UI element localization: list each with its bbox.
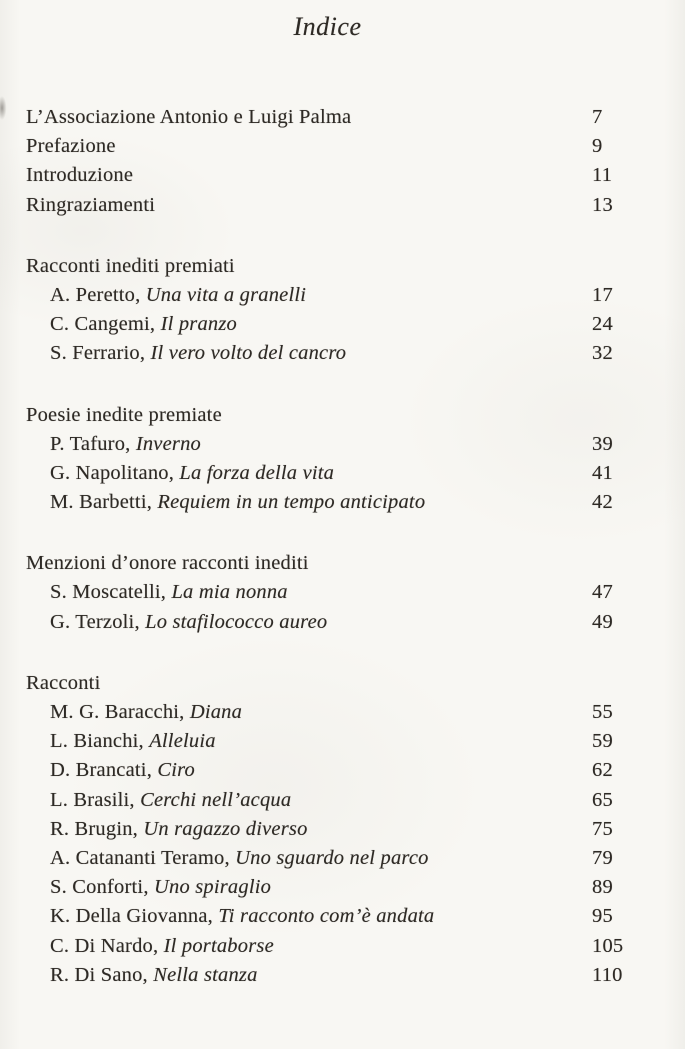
toc-section-heading <box>0 549 685 578</box>
toc-entry-label: Prefazione <box>26 135 116 158</box>
author-name: L. Bianchi, <box>50 730 150 753</box>
toc-entry <box>0 488 685 517</box>
author-name: G. Napolitano, <box>50 461 180 484</box>
author-name: A. Peretto, <box>50 283 146 306</box>
page-number: 79 <box>592 846 613 869</box>
author-name: L. Brasili, <box>50 788 141 811</box>
toc-section-heading-label: Poesie inedite premiate <box>26 403 222 426</box>
work-title: Un ragazzo diverso <box>143 817 308 840</box>
work-title: Alleluia <box>149 730 216 753</box>
toc-section-heading <box>0 252 685 281</box>
page-number: 47 <box>592 581 613 604</box>
author-name: S. Conforti, <box>50 876 154 899</box>
page-number: 75 <box>592 817 613 840</box>
page-number: 39 <box>592 432 613 455</box>
author-name: R. Brugin, <box>50 817 144 840</box>
toc-section <box>0 549 685 637</box>
toc-entry <box>0 103 685 132</box>
page-number: 55 <box>592 701 613 723</box>
toc-section <box>0 669 685 990</box>
work-title: Uno spiraglio <box>153 876 272 899</box>
toc-entry <box>0 756 685 785</box>
author-name: G. Terzoli, <box>50 610 146 633</box>
toc-entry <box>0 815 685 844</box>
page-number: 24 <box>592 313 613 336</box>
toc-entry <box>0 902 685 931</box>
toc-section-heading-label: Menzioni d’onore racconti inediti <box>26 552 309 575</box>
toc-entry-label <box>50 578 288 607</box>
author-name: P. Tafuro, <box>50 432 136 455</box>
page-number: 105 <box>592 934 624 957</box>
toc-entry-label <box>50 281 306 310</box>
author-name: C. Cangemi, <box>50 313 161 336</box>
work-title: Cerchi nell’acqua <box>140 788 292 811</box>
author-name: S. Ferrario, <box>50 342 151 365</box>
toc-entry-label <box>50 902 434 931</box>
author-name: A. Catananti Teramo, <box>50 846 236 869</box>
page-title: Indice <box>293 12 362 41</box>
toc-entry <box>0 873 685 902</box>
page-number: 65 <box>592 788 613 811</box>
work-title: Inverno <box>135 432 201 455</box>
work-title: Una vita a granelli <box>145 283 307 306</box>
page-number: 11 <box>592 164 613 187</box>
toc-entry <box>0 698 685 727</box>
toc-entry <box>0 844 685 873</box>
page-number: 62 <box>592 759 613 782</box>
work-title: Il vero volto del cancro <box>150 342 347 365</box>
toc-entry-label <box>50 873 271 902</box>
page-number: 17 <box>592 283 613 306</box>
toc-entry-label <box>50 459 334 488</box>
page-number: 9 <box>592 135 603 158</box>
toc-entry <box>0 310 685 339</box>
toc-entry <box>0 132 685 161</box>
toc-entry <box>0 281 685 310</box>
toc-entry-label: Introduzione <box>26 164 134 187</box>
toc-entry <box>0 932 685 961</box>
toc-section-heading <box>0 669 685 698</box>
toc-entry <box>0 608 685 637</box>
toc-entry <box>0 578 685 607</box>
table-of-contents <box>0 103 685 990</box>
toc-entry-label <box>50 608 327 637</box>
work-title: Uno sguardo nel parco <box>235 846 429 869</box>
author-name: S. Moscatelli, <box>50 581 172 604</box>
toc-entry-label <box>50 310 237 339</box>
toc-entry-label <box>50 844 429 873</box>
work-title: La mia nonna <box>171 581 288 604</box>
work-title: Il pranzo <box>160 313 237 336</box>
toc-entry <box>0 961 685 990</box>
page-number: 13 <box>592 193 613 216</box>
toc-entry-label <box>50 488 425 517</box>
toc-entry-label <box>50 786 291 815</box>
toc-entry-label <box>50 430 201 459</box>
toc-entry <box>0 459 685 488</box>
author-name: D. Brancati, <box>50 759 158 782</box>
author-name: M. G. Baracchi, <box>50 701 190 723</box>
page-number: 110 <box>592 963 623 986</box>
toc-entry-label <box>50 932 274 961</box>
page-number: 7 <box>592 106 603 128</box>
toc-entry-label <box>50 727 216 756</box>
page-number: 59 <box>592 730 613 753</box>
page-number: 49 <box>592 610 613 633</box>
toc-entry-label <box>50 698 242 727</box>
work-title: Diana <box>189 701 243 723</box>
work-title: Nella stanza <box>153 963 258 986</box>
page-number: 89 <box>592 876 613 899</box>
toc-entry-label <box>50 815 308 844</box>
toc-entry <box>0 191 685 220</box>
work-title: Lo stafilococco aureo <box>145 610 328 633</box>
author-name: M. Barbetti, <box>50 491 158 514</box>
toc-section-heading <box>0 401 685 430</box>
toc-entry-label <box>50 339 346 368</box>
work-title: Requiem in un tempo anticipato <box>157 491 426 514</box>
toc-entry <box>0 339 685 368</box>
work-title: Ciro <box>157 759 195 782</box>
toc-entry-label <box>50 756 195 785</box>
page-number: 32 <box>592 342 613 365</box>
work-title: La forza della vita <box>179 461 335 484</box>
toc-entry <box>0 786 685 815</box>
toc-entry-label: L’Associazione Antonio e Luigi Palma <box>26 106 352 128</box>
toc-entry-label: Ringraziamenti <box>26 193 156 216</box>
work-title: Ti racconto com’è andata <box>218 905 435 928</box>
toc-entry <box>0 161 685 190</box>
toc-section-heading-label: Racconti <box>26 671 101 694</box>
author-name: R. Di Sano, <box>50 963 154 986</box>
toc-section <box>0 401 685 518</box>
author-name: K. Della Giovanna, <box>50 905 219 928</box>
page-number: 95 <box>592 905 613 928</box>
toc-entry <box>0 727 685 756</box>
toc-entry-label <box>50 961 258 990</box>
toc-entry <box>0 430 685 459</box>
author-name: C. Di Nardo, <box>50 934 164 957</box>
page-number: 41 <box>592 461 613 484</box>
toc-section-heading-label: Racconti inediti premiati <box>26 254 235 277</box>
toc-section <box>0 252 685 369</box>
work-title: Il portaborse <box>163 934 274 957</box>
page-number: 42 <box>592 491 613 514</box>
